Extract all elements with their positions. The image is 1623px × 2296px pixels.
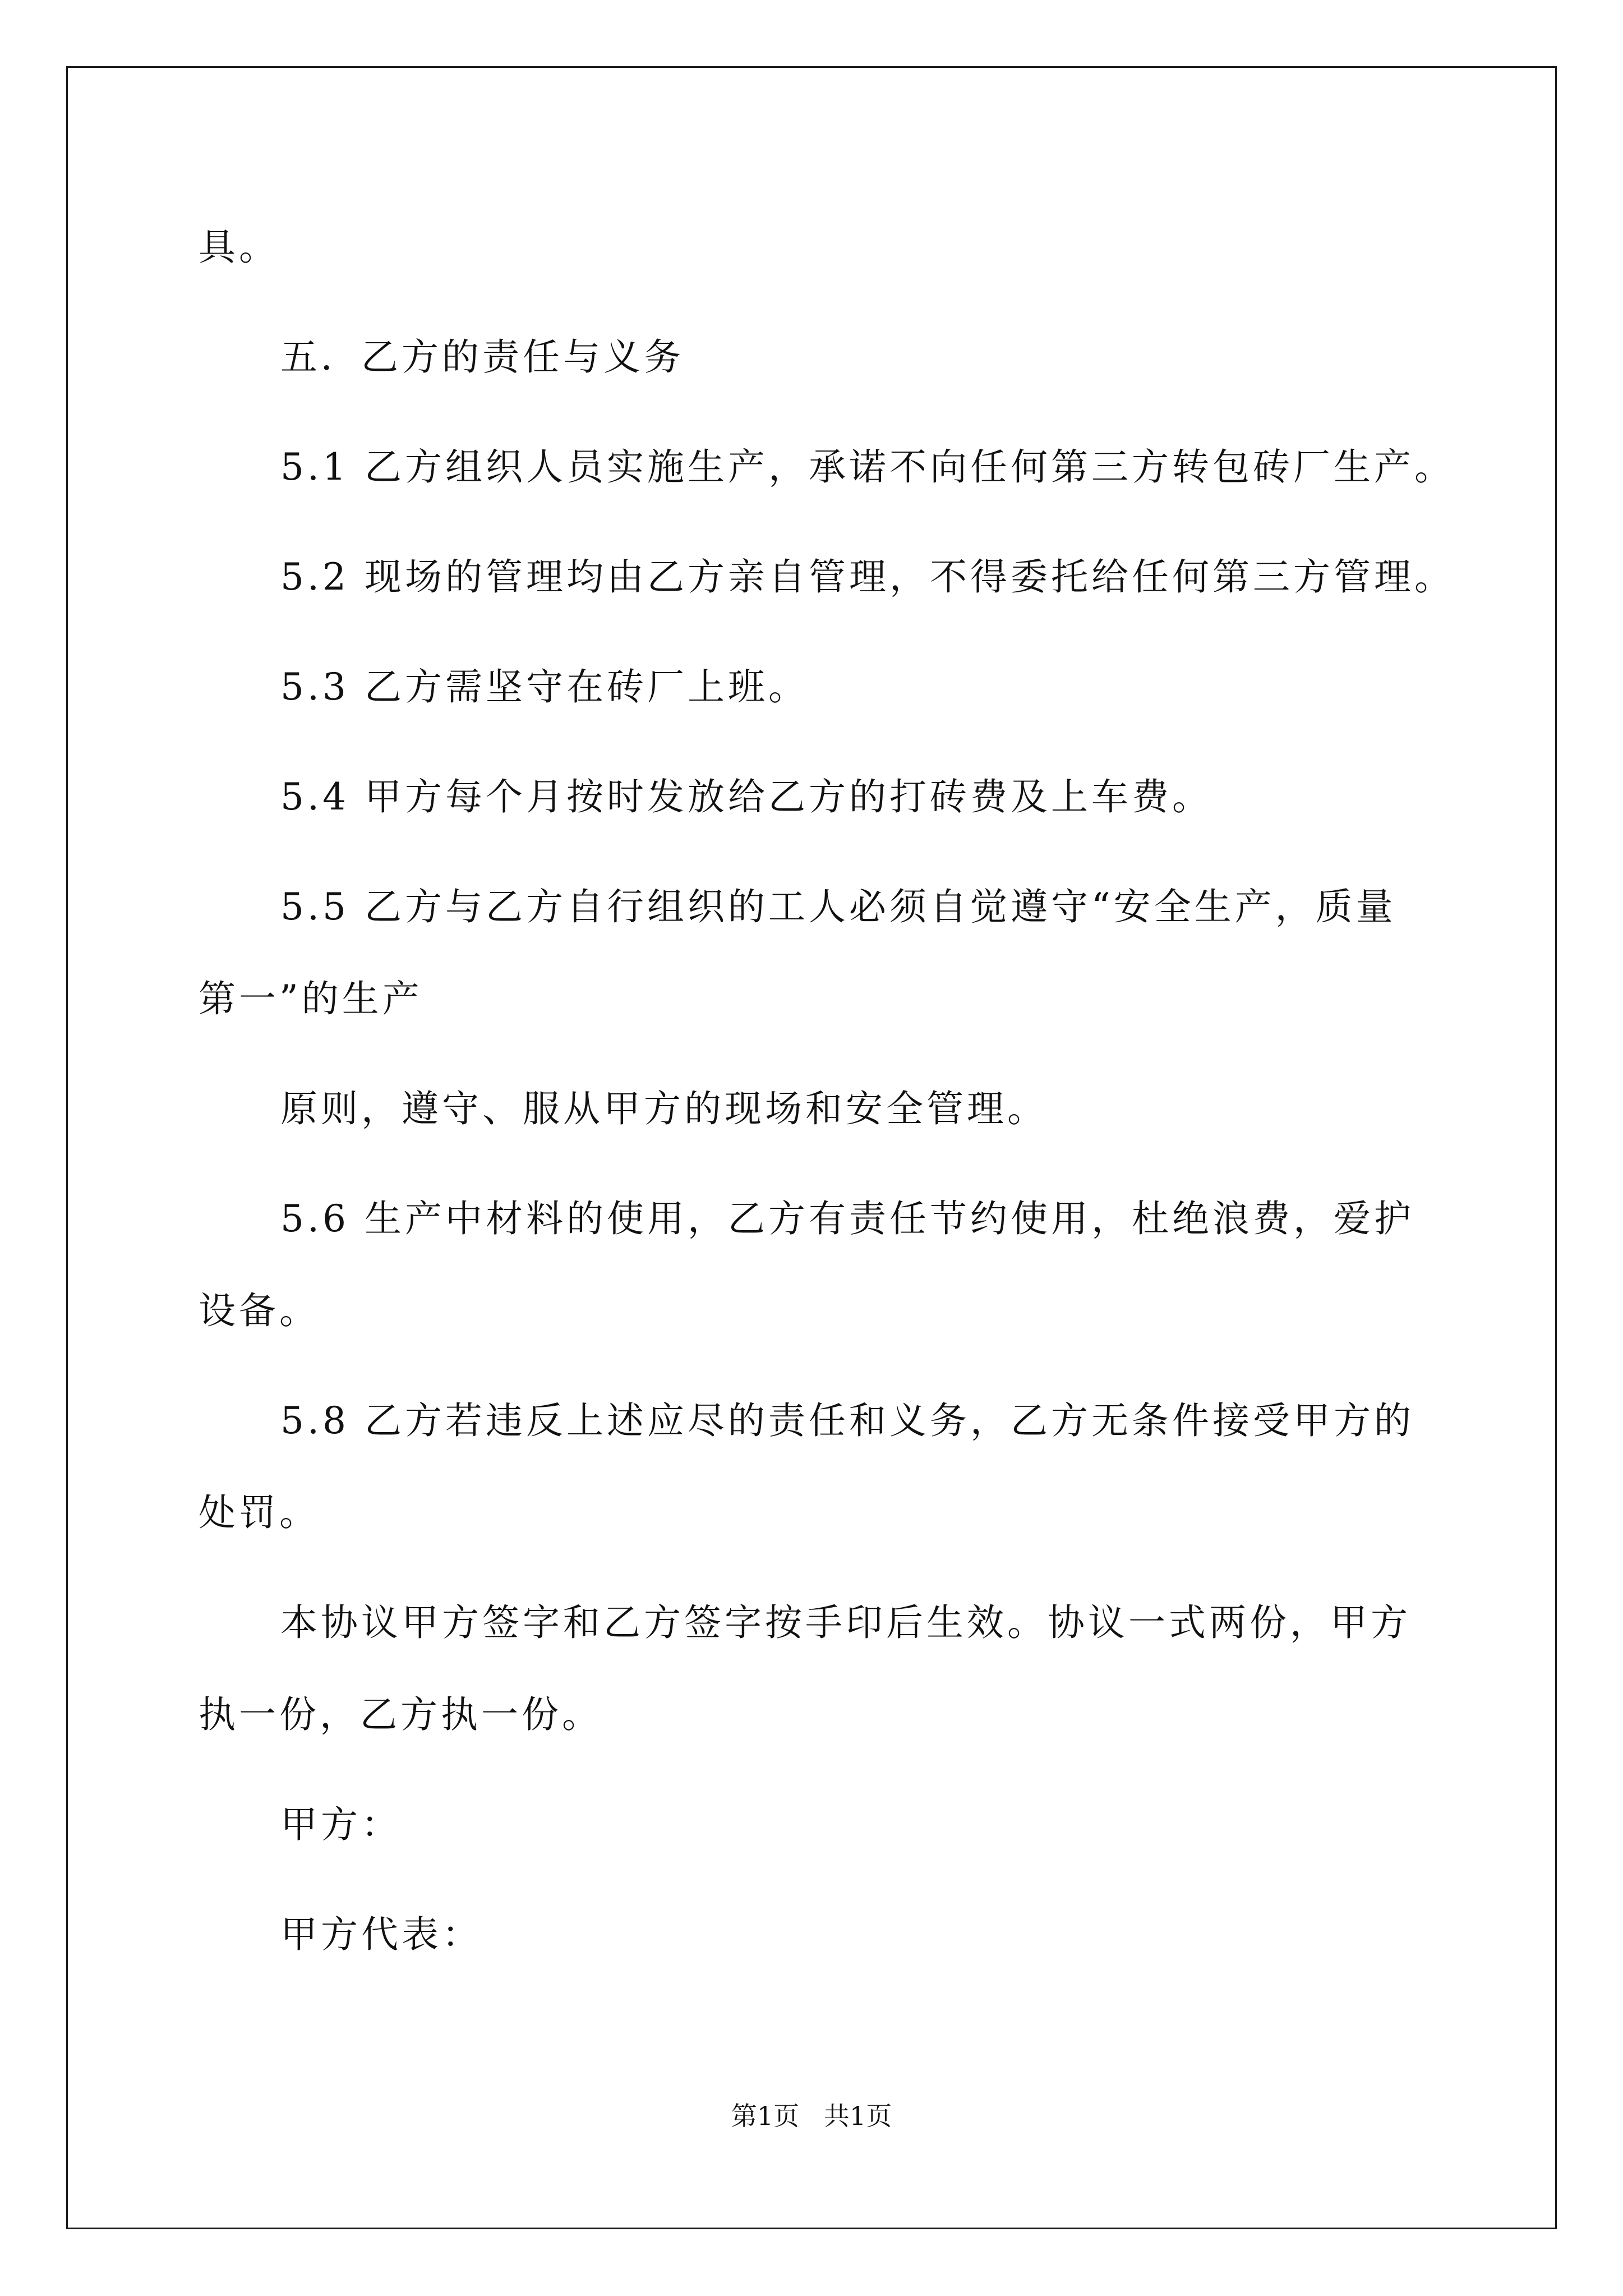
clause-5-6: 5.6 生产中材料的使用，乙方有责任节约使用，杜绝浪费，爱护 [280,1197,1414,1240]
clause-5-4: 5.4 甲方每个月按时发放给乙方的打砖费及上车费。 [280,775,1212,818]
clause-5-1: 5.1 乙方组织人员实施生产，承诺不向任何第三方转包砖厂生产。 [280,445,1455,489]
text-line: 具。 [199,226,279,269]
clause-5-2: 5.2 现场的管理均由乙方亲自管理，不得委托给任何第三方管理。 [280,555,1455,599]
clause-5-3: 5.3 乙方需坚守在砖厂上班。 [280,665,809,708]
clause-5-5-continued: 第一”的生产 [199,977,423,1020]
page-footer: 第1页 共1页 [731,2101,892,2131]
clause-5-8: 5.8 乙方若违反上述应尽的责任和义务，乙方无条件接受甲方的 [280,1399,1414,1442]
effect-statement-continued: 执一份，乙方执一份。 [199,1693,602,1736]
clause-5-6-continued: 设备。 [199,1289,320,1332]
clause-5-5-principle: 原则，遵守、服从甲方的现场和安全管理。 [280,1087,1048,1130]
clause-5-8-continued: 处罚。 [199,1491,320,1534]
effect-statement: 本协议甲方签字和乙方签字按手印后生效。协议一式两份，甲方 [280,1601,1411,1644]
clause-5-5: 5.5 乙方与乙方自行组织的工人必须自觉遵守“安全生产，质量 [280,885,1396,928]
party-a-representative-label: 甲方代表： [280,1913,482,1956]
party-a-label: 甲方： [280,1803,402,1846]
page-border [66,66,1557,2229]
section-heading: 五．乙方的责任与义务 [280,335,684,379]
